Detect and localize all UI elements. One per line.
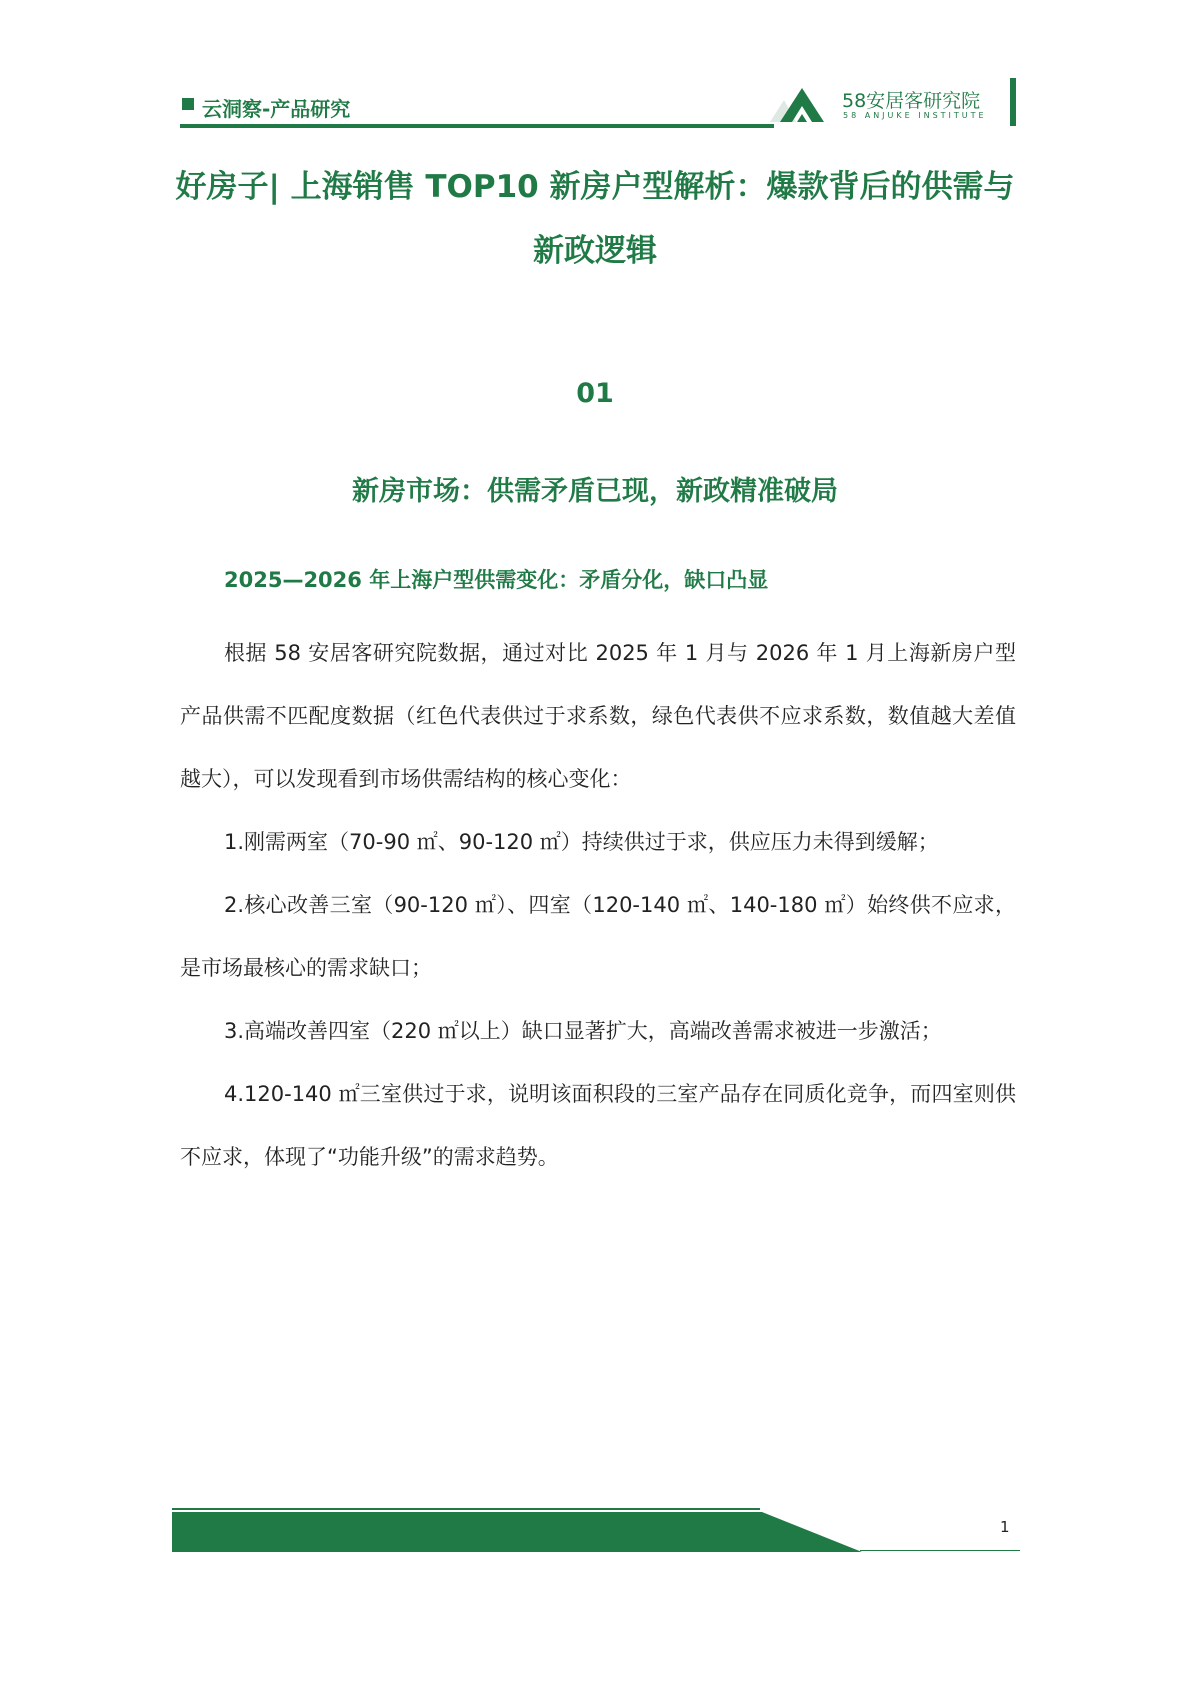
section-number: 01 — [576, 378, 614, 409]
logo-name-en: 58 ANJUKE INSTITUTE — [843, 111, 987, 120]
section-title: 新房市场：供需矛盾已现，新政精准破局 — [352, 476, 838, 507]
body-text — [180, 622, 1016, 1189]
footer-thin-line — [172, 1508, 760, 1510]
anjuke-logo-icon — [766, 84, 836, 124]
document-title: 好房子| 上海销售 TOP10 新房户型解析：爆款背后的供需与新政逻辑 — [175, 169, 1015, 269]
footer-green-band — [172, 1512, 862, 1552]
header-section-label: 云洞察-产品研究 — [202, 97, 351, 121]
paragraph-point-1: 1.刚需两室（70-90 ㎡、90-120 ㎡）持续供过于求，供应压力未得到缓解； — [224, 830, 939, 854]
footer-baseline — [860, 1550, 1020, 1551]
page-number: 1 — [1000, 1518, 1010, 1536]
logo-name-cn: 58安居客研究院 — [842, 90, 981, 112]
paragraph-point-2: 2.核心改善三室（90-120 ㎡）、四室（120-140 ㎡、140-180 ㎡）始终供不应求，是市场最核心的需求缺口； — [180, 893, 1016, 980]
section-subtitle: 2025—2026 年上海户型供需变化：矛盾分化，缺口凸显 — [224, 568, 769, 592]
paragraph-intro: 根据 58 安居客研究院数据，通过对比 2025 年 1 月与 2026 年 1 月上海新房户型产品供需不匹配度数据（红色代表供过于求系数，绿色代表供不应求系数，数值越大差值越大），可以发现看到市场供需结构的核心变化： — [180, 641, 1016, 791]
header-square-marker — [182, 98, 194, 110]
header-vertical-bar — [1010, 78, 1016, 126]
header-divider — [180, 124, 774, 128]
paragraph-point-3: 3.高端改善四室（220 ㎡以上）缺口显著扩大，高端改善需求被进一步激活； — [224, 1019, 942, 1043]
paragraph-point-4: 4.120-140 ㎡三室供过于求，说明该面积段的三室产品存在同质化竞争，而四室则供不应求，体现了“功能升级”的需求趋势。 — [180, 1082, 1016, 1169]
